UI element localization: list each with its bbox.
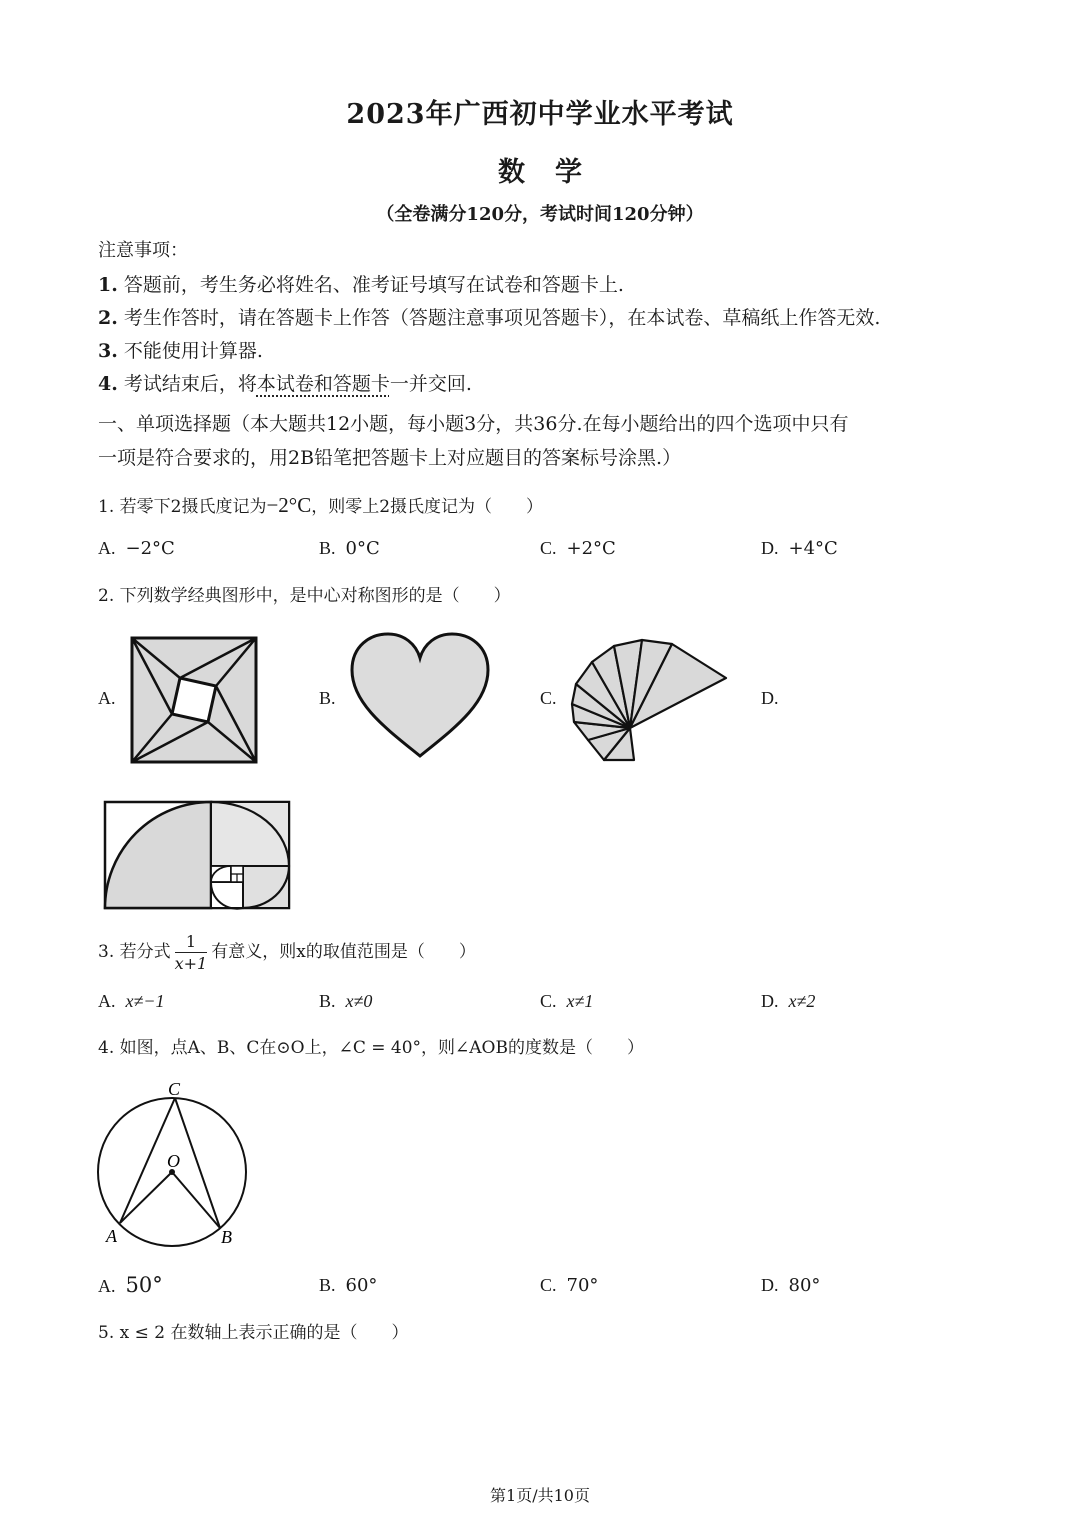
question-2-option-b[interactable] [319,688,346,709]
question-3-option-b[interactable] [319,991,372,1012]
fraction-numerator: 1 [175,932,208,953]
notice-item-2 [98,303,880,330]
fraction-denominator: x+1 [174,954,208,973]
option-label: B. [319,991,336,1011]
point-label-c: C [168,1079,181,1099]
notice-text-dotted: 本试卷和答题卡 [256,373,390,395]
point-label-a: A [106,1226,117,1246]
option-text: +4°C [788,538,838,559]
point-label-o: O [167,1151,180,1171]
option-label: D. [761,1275,779,1295]
notice-item-3 [98,336,263,363]
stem-text: 3. 若分式 [98,942,171,962]
stem-text: ，则零上2摄氏度记为（ ） [311,497,544,517]
option-label: C. [540,1275,557,1295]
option-label: A. [98,538,116,558]
option-text: x≠−1 [125,991,165,1011]
option-label: A. [98,688,116,708]
option-text: 60° [345,1275,378,1296]
notice-item-1 [98,270,624,297]
question-1-option-b[interactable] [319,538,380,559]
option-label: C. [540,538,557,558]
question-4-option-d[interactable] [761,1275,820,1296]
notice-text-post: 一并交回. [389,373,472,395]
option-text: −2°C [125,538,175,559]
question-2-option-c[interactable] [540,688,567,709]
option-text: x≠1 [566,991,594,1011]
option-label: A. [98,991,116,1011]
question-2-option-d[interactable] [761,688,789,709]
question-1-stem [98,492,543,518]
section-heading-line1: 一、单项选择题（本大题共12小题，每小题3分，共36分.在每小题给出的四个选项中只有 [98,413,849,435]
question-2-stem: 2. 下列数学经典图形中，是中心对称图形的是（ ） [98,586,511,606]
notice-text-pre: 考试结束后，将 [123,373,257,395]
notice-number: 2. [98,307,118,329]
notice-text: 考生作答时，请在答题卡上作答（答题注意事项见答题卡），在本试卷、草稿纸上作答无效. [123,307,881,329]
question-3-stem [98,932,476,973]
option-label: B. [319,688,336,708]
exam-title: 2023年广西初中学业水平考试 [346,99,734,130]
subject-title: 数学 [498,157,612,188]
circle-angle-figure [92,1075,252,1250]
spiral-of-theodorus-figure [566,636,732,766]
option-label: C. [540,688,557,708]
notice-text: 答题前，考生务必将姓名、准考证号填写在试卷和答题卡上. [123,274,624,296]
notice-number: 3. [98,340,118,362]
notice-heading: 注意事项： [98,240,188,261]
question-5-stem: 5. x ≤ 2 在数轴上表示正确的是（ ） [98,1323,409,1343]
question-3-option-a[interactable] [98,991,165,1012]
option-label: C. [540,991,557,1011]
question-4-stem: 4. 如图，点A、B、C在⊙O上，∠C = 40°，则∠AOB的度数是（ ） [98,1038,644,1058]
notice-number: 4. [98,373,118,395]
option-label: A. [98,1276,116,1296]
question-1-option-c[interactable] [540,538,616,559]
notice-number: 1. [98,274,118,296]
question-4-option-a[interactable] [98,1273,163,1297]
question-3-option-d[interactable] [761,991,815,1012]
question-1-option-a[interactable] [98,538,175,559]
question-1-option-d[interactable] [761,538,838,559]
heart-figure [348,632,492,762]
section-heading-line2: 一项是符合要求的，用2B铅笔把答题卡上对应题目的答案标号涂黑.） [98,447,682,469]
option-label: D. [761,991,779,1011]
exam-info: （全卷满分120分，考试时间120分钟） [376,204,704,225]
question-4-option-b[interactable] [319,1275,377,1296]
golden-spiral-figure [103,800,291,910]
option-text: 0°C [345,538,380,559]
question-4-option-c[interactable] [540,1275,598,1296]
fraction [175,932,208,973]
page-footer: 第1页/共10页 [490,1486,590,1505]
option-label: D. [761,688,779,708]
option-text: 50° [125,1273,163,1297]
option-text: 70° [566,1275,599,1296]
notice-item-4 [98,369,472,396]
option-label: B. [319,1275,336,1295]
option-text: 80° [788,1275,821,1296]
pinwheel-square-figure [128,634,260,766]
question-2-option-a[interactable] [98,688,126,709]
stem-math: −2°C [266,493,312,517]
notice-text: 不能使用计算器. [123,340,263,362]
stem-text: 1. 若零下2摄氏度记为 [98,497,267,517]
option-text: +2°C [566,538,616,559]
question-3-option-c[interactable] [540,991,593,1012]
point-label-b: B [221,1227,232,1247]
stem-text: 有意义，则x的取值范围是（ ） [211,942,476,962]
option-label: D. [761,538,779,558]
option-text: x≠2 [788,991,816,1011]
option-text: x≠0 [345,991,373,1011]
option-label: B. [319,538,336,558]
